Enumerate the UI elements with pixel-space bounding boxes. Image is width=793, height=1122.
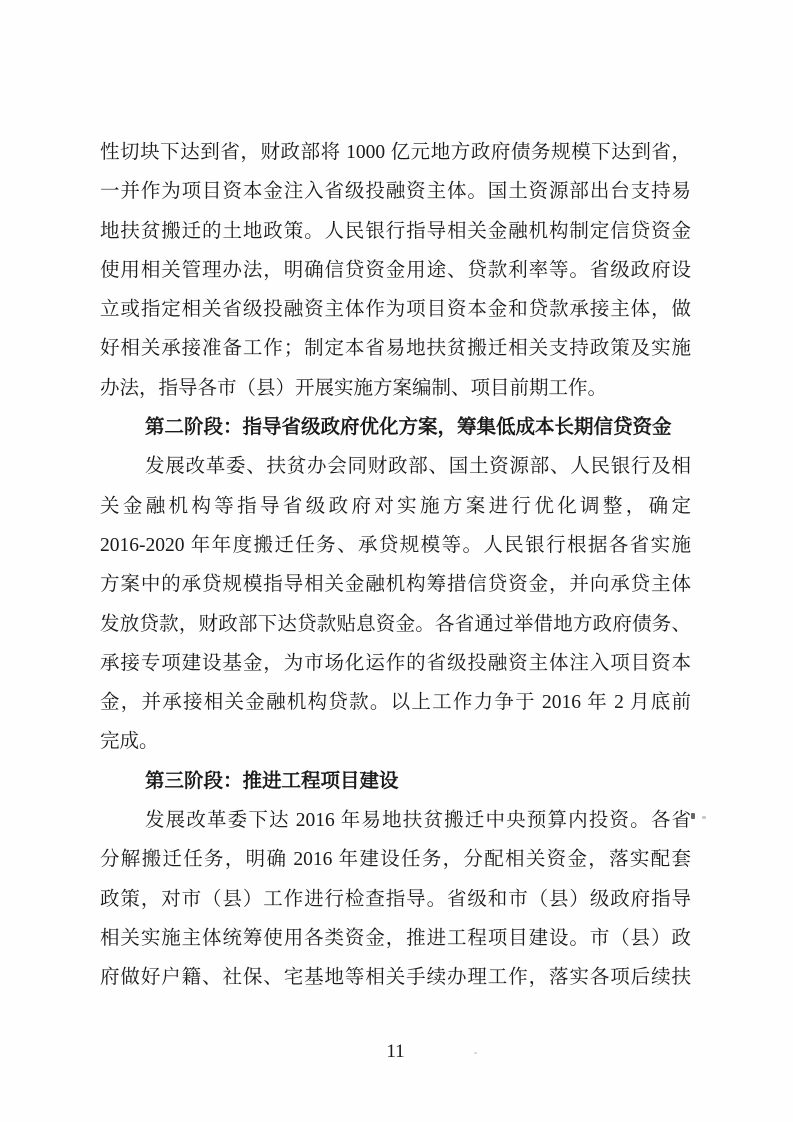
text-line: 2016-2020 年年度搬迁任务、承贷规模等。人民银行根据各省实施 — [100, 534, 691, 556]
scan-speck — [474, 1052, 477, 1054]
text-line: 性切块下达到省，财政部将 1000 亿元地方政府债务规模下达到省， — [100, 142, 691, 163]
text-line: 关金融机构等指导省级政府对实施方案进行优化调整，确定 — [100, 495, 691, 517]
text-line: 发展改革委下达 2016 年易地扶贫搬迁中央预算内投资。各省 — [145, 810, 691, 832]
text-line: 方案中的承贷规模指导相关金融机构筹措信贷资金，并向承贷主体 — [100, 574, 691, 596]
stage2-heading-line: 第二阶段：指导省级政府优化方案，筹集低成本长期信贷资金 — [145, 417, 672, 439]
text-line: 办法，指导各市（县）开展实施方案编制、项目前期工作。 — [100, 377, 608, 399]
text-line: 府做好户籍、社保、宅基地等相关手续办理工作，落实各项后续扶 — [100, 967, 691, 989]
text-line: 地扶贫搬迁的土地政策。人民银行指导相关金融机构制定信贷资金 — [100, 220, 691, 242]
text-line: 相关实施主体统筹使用各类资金，推进工程项目建设。市（县）政 — [100, 927, 691, 949]
page-number: 11 — [386, 1041, 405, 1062]
text-line: 政策，对市（县）工作进行检查指导。省级和市（县）级政府指导 — [100, 888, 691, 910]
text-line: 完成。 — [100, 731, 159, 753]
text-line: 一并作为项目资本金注入省级投融资主体。国土资源部出台支持易 — [100, 181, 691, 203]
text-line: 承接专项建设基金，为市场化运作的省级投融资主体注入项目资本 — [100, 652, 691, 674]
text-line: 使用相关管理办法，明确信贷资金用途、贷款利率等。省级政府设 — [100, 259, 691, 281]
text-line: 发展改革委、扶贫办会同财政部、国土资源部、人民银行及相 — [145, 456, 691, 478]
scan-speck — [691, 813, 695, 819]
text-line: 立或指定相关省级投融资主体作为项目资本金和贷款承接主体，做 — [100, 299, 691, 321]
document-body — [100, 133, 691, 998]
text-line: 发放贷款，财政部下达贷款贴息资金。各省通过举借地方政府债务、 — [100, 613, 691, 635]
stage3-heading-line: 第三阶段：推进工程项目建设 — [145, 770, 399, 792]
text-line: 好相关承接准备工作；制定本省易地扶贫搬迁相关支持政策及实施 — [100, 338, 691, 360]
scan-speck — [702, 816, 706, 819]
text-line: 金，并承接相关金融机构贷款。以上工作力争于 2016 年 2 月底前 — [100, 692, 691, 714]
text-line: 分解搬迁任务，明确 2016 年建设任务，分配相关资金，落实配套 — [100, 849, 691, 871]
